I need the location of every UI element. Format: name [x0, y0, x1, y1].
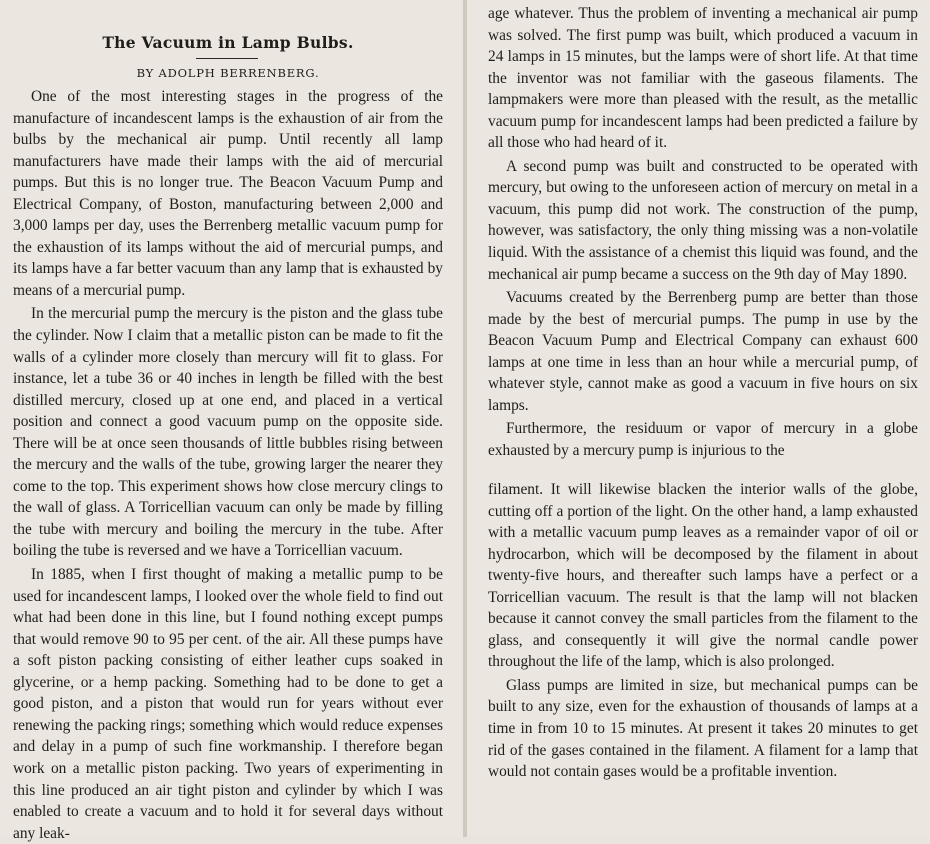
- paragraph: age whatever. Thus the problem of inventing a mechanical air pump was solved. The first pump was built, which produced a vacuum in 24 lamps in 15 minutes, but the lamps were of short life. At that time the inventor was not familiar with the gaseous filaments. The lampmakers were more than pleased with the result, as the metallic vacuum pump for incandescent lamps had been predicted a failure by all those who had heard of it.: [488, 5, 918, 152]
- paragraph: In 1885, when I first thought of making a metallic pump to be used for incandescent lamps, I looked over the whole field to find out what had been done in this line, but I found nothing except pumps that would remove 90 to 95 per cent. of the air. All these pumps have a soft piston packing consisting of either leather cups soaked in glycerine, or a hemp packing. Something had to be done to get a good piston, and a piston that would run for years without ever renewing the packing rings; something which would reduce expenses and delay in a pump of such fine workmanship. I therefore began work on a metallic piston packing. Two years of experimenting in this line produced an air tight piston and cylinder by which I was enabled to create a vacuum and to hold it for several days without any leak-: [13, 566, 443, 842]
- paragraph: Furthermore, the residuum or vapor of mercury in a globe exhausted by a mercury pump is injurious to the: [488, 420, 918, 459]
- paragraph: A second pump was built and constructed to be operated with mercury, but owing to the unforeseen action of mercury on metal in a vacuum, this pump did not work. The construction of the pump, however, was satisfactory, the only thing missing was a non-volatile liquid. With the assistance of a chemist this liquid was found, and the mechanical air pump became a success on the 9th day of May 1890.: [488, 157, 918, 283]
- paragraph: filament. It will likewise blacken the interior walls of the globe, cutting off a portion of the light. On the other hand, a lamp exhausted with a metallic vacuum pump leaves as a remainder vapor of oil or hydrocarbon, which will be decomposed by the filament in about twenty-five hours, and thereafter such lamps have a perfect or a Torricellian vacuum. The result is that the lamp will not blacken because it cannot convey the small particles from the filament to the glass, and consequently it will give the normal candle power throughout the life of the lamp, which is also prolonged.: [488, 481, 918, 671]
- paragraph: One of the most interesting stages in the progress of the manufacture of incandescent lamps is the exhaustion of air from the bulbs by the mechanical air pump. Until recently all lamp manufacturers have made their lamps with the aid of mercurial pumps. But this is no longer true. The Beacon Vacuum Pump and Electrical Company, of Boston, manufacturing between 2,000 and 3,000 lamps per day, uses the Berrenberg metallic vacuum pump for the exhaustion of its lamps without the aid of mercurial pumps, and its lamps have a far better vacuum than any lamp that is exhausted by means of a mercurial pump.: [13, 88, 443, 299]
- column-gutter: [463, 0, 467, 837]
- right-column-bottom: [488, 479, 918, 783]
- article-title: The Vacuum in Lamp Bulbs.: [102, 33, 354, 52]
- right-column-top: [488, 3, 918, 461]
- article-byline: BY ADOLPH BERRENBERG.: [136, 66, 320, 80]
- paragraph: In the mercurial pump the mercury is the piston and the glass tube the cylinder. Now I claim that a metallic piston can be made to fit the walls of a cylinder more closely than mercury will fit to glass. For instance, let a tube 36 or 40 inches in length be filled with the best distilled mercury, closed up at one end, and placed in a vertical position and connect a good vacuum pump on the opposite side. There will be at once seen thousands of little bubbles rising between the mercury and the walls of the tube, growing larger the nearer they come to the top. This experiment shows how close mercury clings to the wall of glass. A Torricellian vacuum can only be made by filling the tube with mercury and boiling the mercury in the tube. After boiling the tube is reversed and we have a Torricellian vacuum.: [13, 305, 443, 560]
- left-column: [13, 86, 443, 844]
- paragraph: Vacuums created by the Berrenberg pump are better than those made by the best of mercurial pumps. The pump in use by the Beacon Vacuum Pump and Electrical Company can exhaust 600 lamps at one time in less than an hour while a mercurial pump, of whatever style, cannot make as good a vacuum in five hours on six lamps.: [488, 289, 918, 414]
- title-rule: [196, 58, 258, 59]
- paragraph: Glass pumps are limited in size, but mechanical pumps can be built to any size, even for the exhaustion of thousands of lamps at a time in from 10 to 15 minutes. At present it takes 20 minutes to get rid of the gases contained in the filament. A filament for a lamp that would not contain gases would be a profitable invention.: [488, 676, 918, 781]
